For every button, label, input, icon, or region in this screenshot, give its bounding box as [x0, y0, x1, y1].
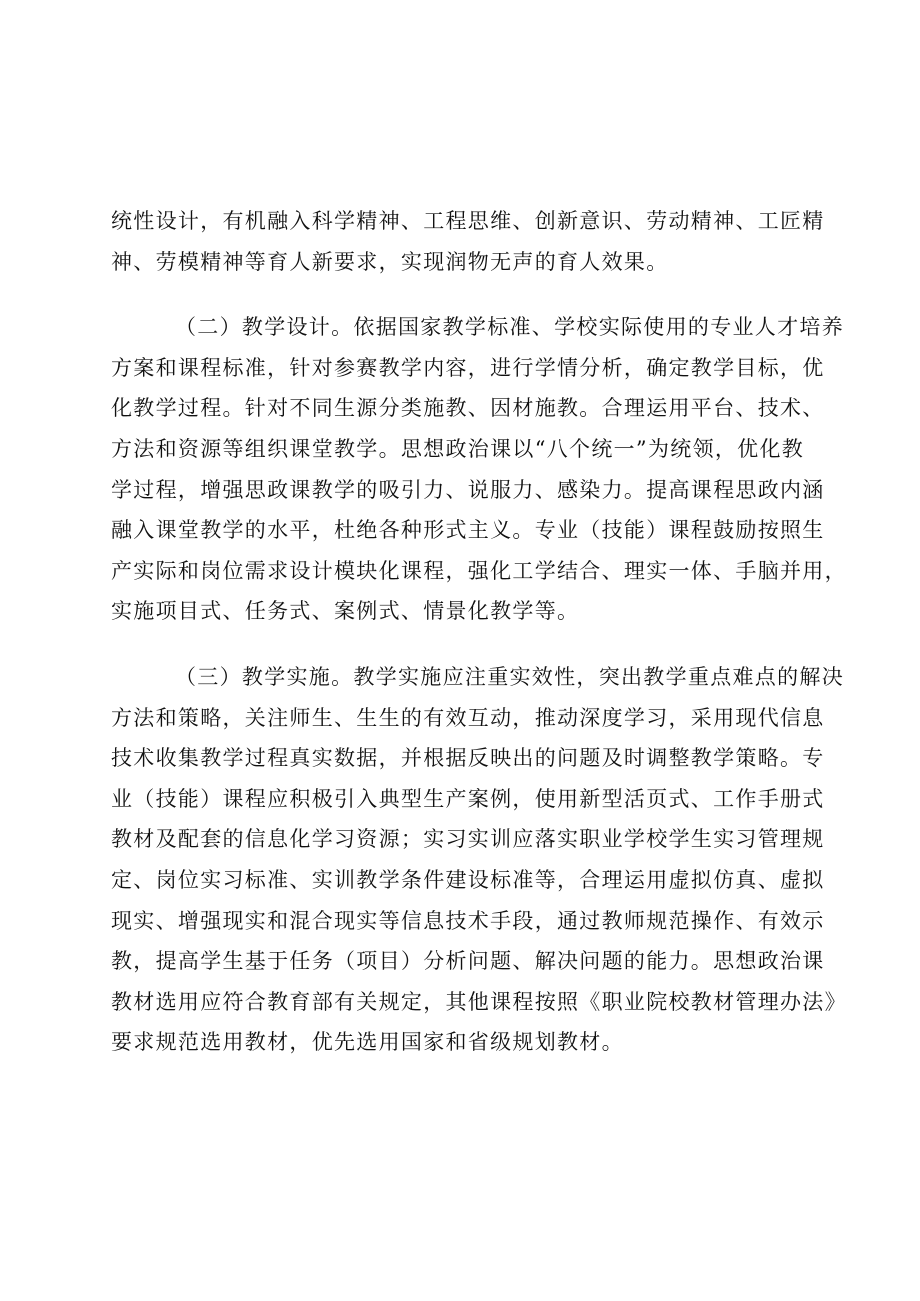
paragraph-1: [111, 201, 825, 282]
paragraph-line: 技术收集教学过程真实数据，并根据反映出的问题及时调整教学策略。专: [111, 746, 825, 771]
paragraph-line: 业（技能）课程应积极引入典型生产案例，使用新型活页式、工作手册式: [111, 786, 825, 811]
paragraph-line: 方案和课程标准，针对参赛教学内容，进行学情分析，确定教学目标，优: [111, 355, 825, 380]
paragraph-line: 定、岗位实习标准、实训教学条件建设标准等，合理运用虚拟仿真、虚拟: [111, 867, 825, 892]
paragraph-line: 教材选用应符合教育部有关规定，其他课程按照《职业院校教材管理办法》: [111, 989, 847, 1014]
paragraph-line: 实施项目式、任务式、案例式、情景化教学等。: [111, 599, 580, 624]
paragraph-3-teaching-implementation: [111, 657, 847, 1063]
paragraph-line: 统性设计，有机融入科学精神、工程思维、创新意识、劳动精神、工匠精: [111, 209, 825, 233]
paragraph-line: 神、劳模精神等育人新要求，实现润物无声的育人效果。: [111, 249, 669, 274]
paragraph-line: （二）教学设计。依据国家教学标准、学校实际使用的专业人才培养: [175, 315, 844, 340]
paragraph-line: 方法和资源等组织课堂教学。思想政治课以“八个统一”为统领，优化教: [111, 436, 805, 461]
document-body: [111, 201, 847, 1063]
paragraph-line: 融入课堂教学的水平，杜绝各种形式主义。专业（技能）课程鼓励按照生: [111, 518, 825, 543]
paragraph-2-teaching-design: [111, 307, 847, 632]
paragraph-line: （三）教学实施。教学实施应注重实效性，突出教学重点难点的解决: [175, 664, 844, 689]
paragraph-line: 学过程，增强思政课教学的吸引力、说服力、感染力。提高课程思政内涵: [111, 477, 825, 502]
paragraph-line: 化教学过程。针对不同生源分类施教、因材施教。合理运用平台、技术、: [111, 396, 825, 421]
paragraph-line: 方法和策略，关注师生、生生的有效互动，推动深度学习，采用现代信息: [111, 705, 825, 730]
paragraph-line: 产实际和岗位需求设计模块化课程，强化工学结合、理实一体、手脑并用，: [111, 558, 847, 583]
paragraph-line: 教材及配套的信息化学习资源；实习实训应落实职业学校学生实习管理规: [111, 827, 825, 852]
paragraph-line: 要求规范选用教材，优先选用国家和省级规划教材。: [111, 1030, 624, 1055]
paragraph-line: 教，提高学生基于任务（项目）分析问题、解决问题的能力。思想政治课: [111, 949, 825, 974]
paragraph-line: 现实、增强现实和混合现实等信息技术手段，通过教师规范操作、有效示: [111, 908, 825, 933]
